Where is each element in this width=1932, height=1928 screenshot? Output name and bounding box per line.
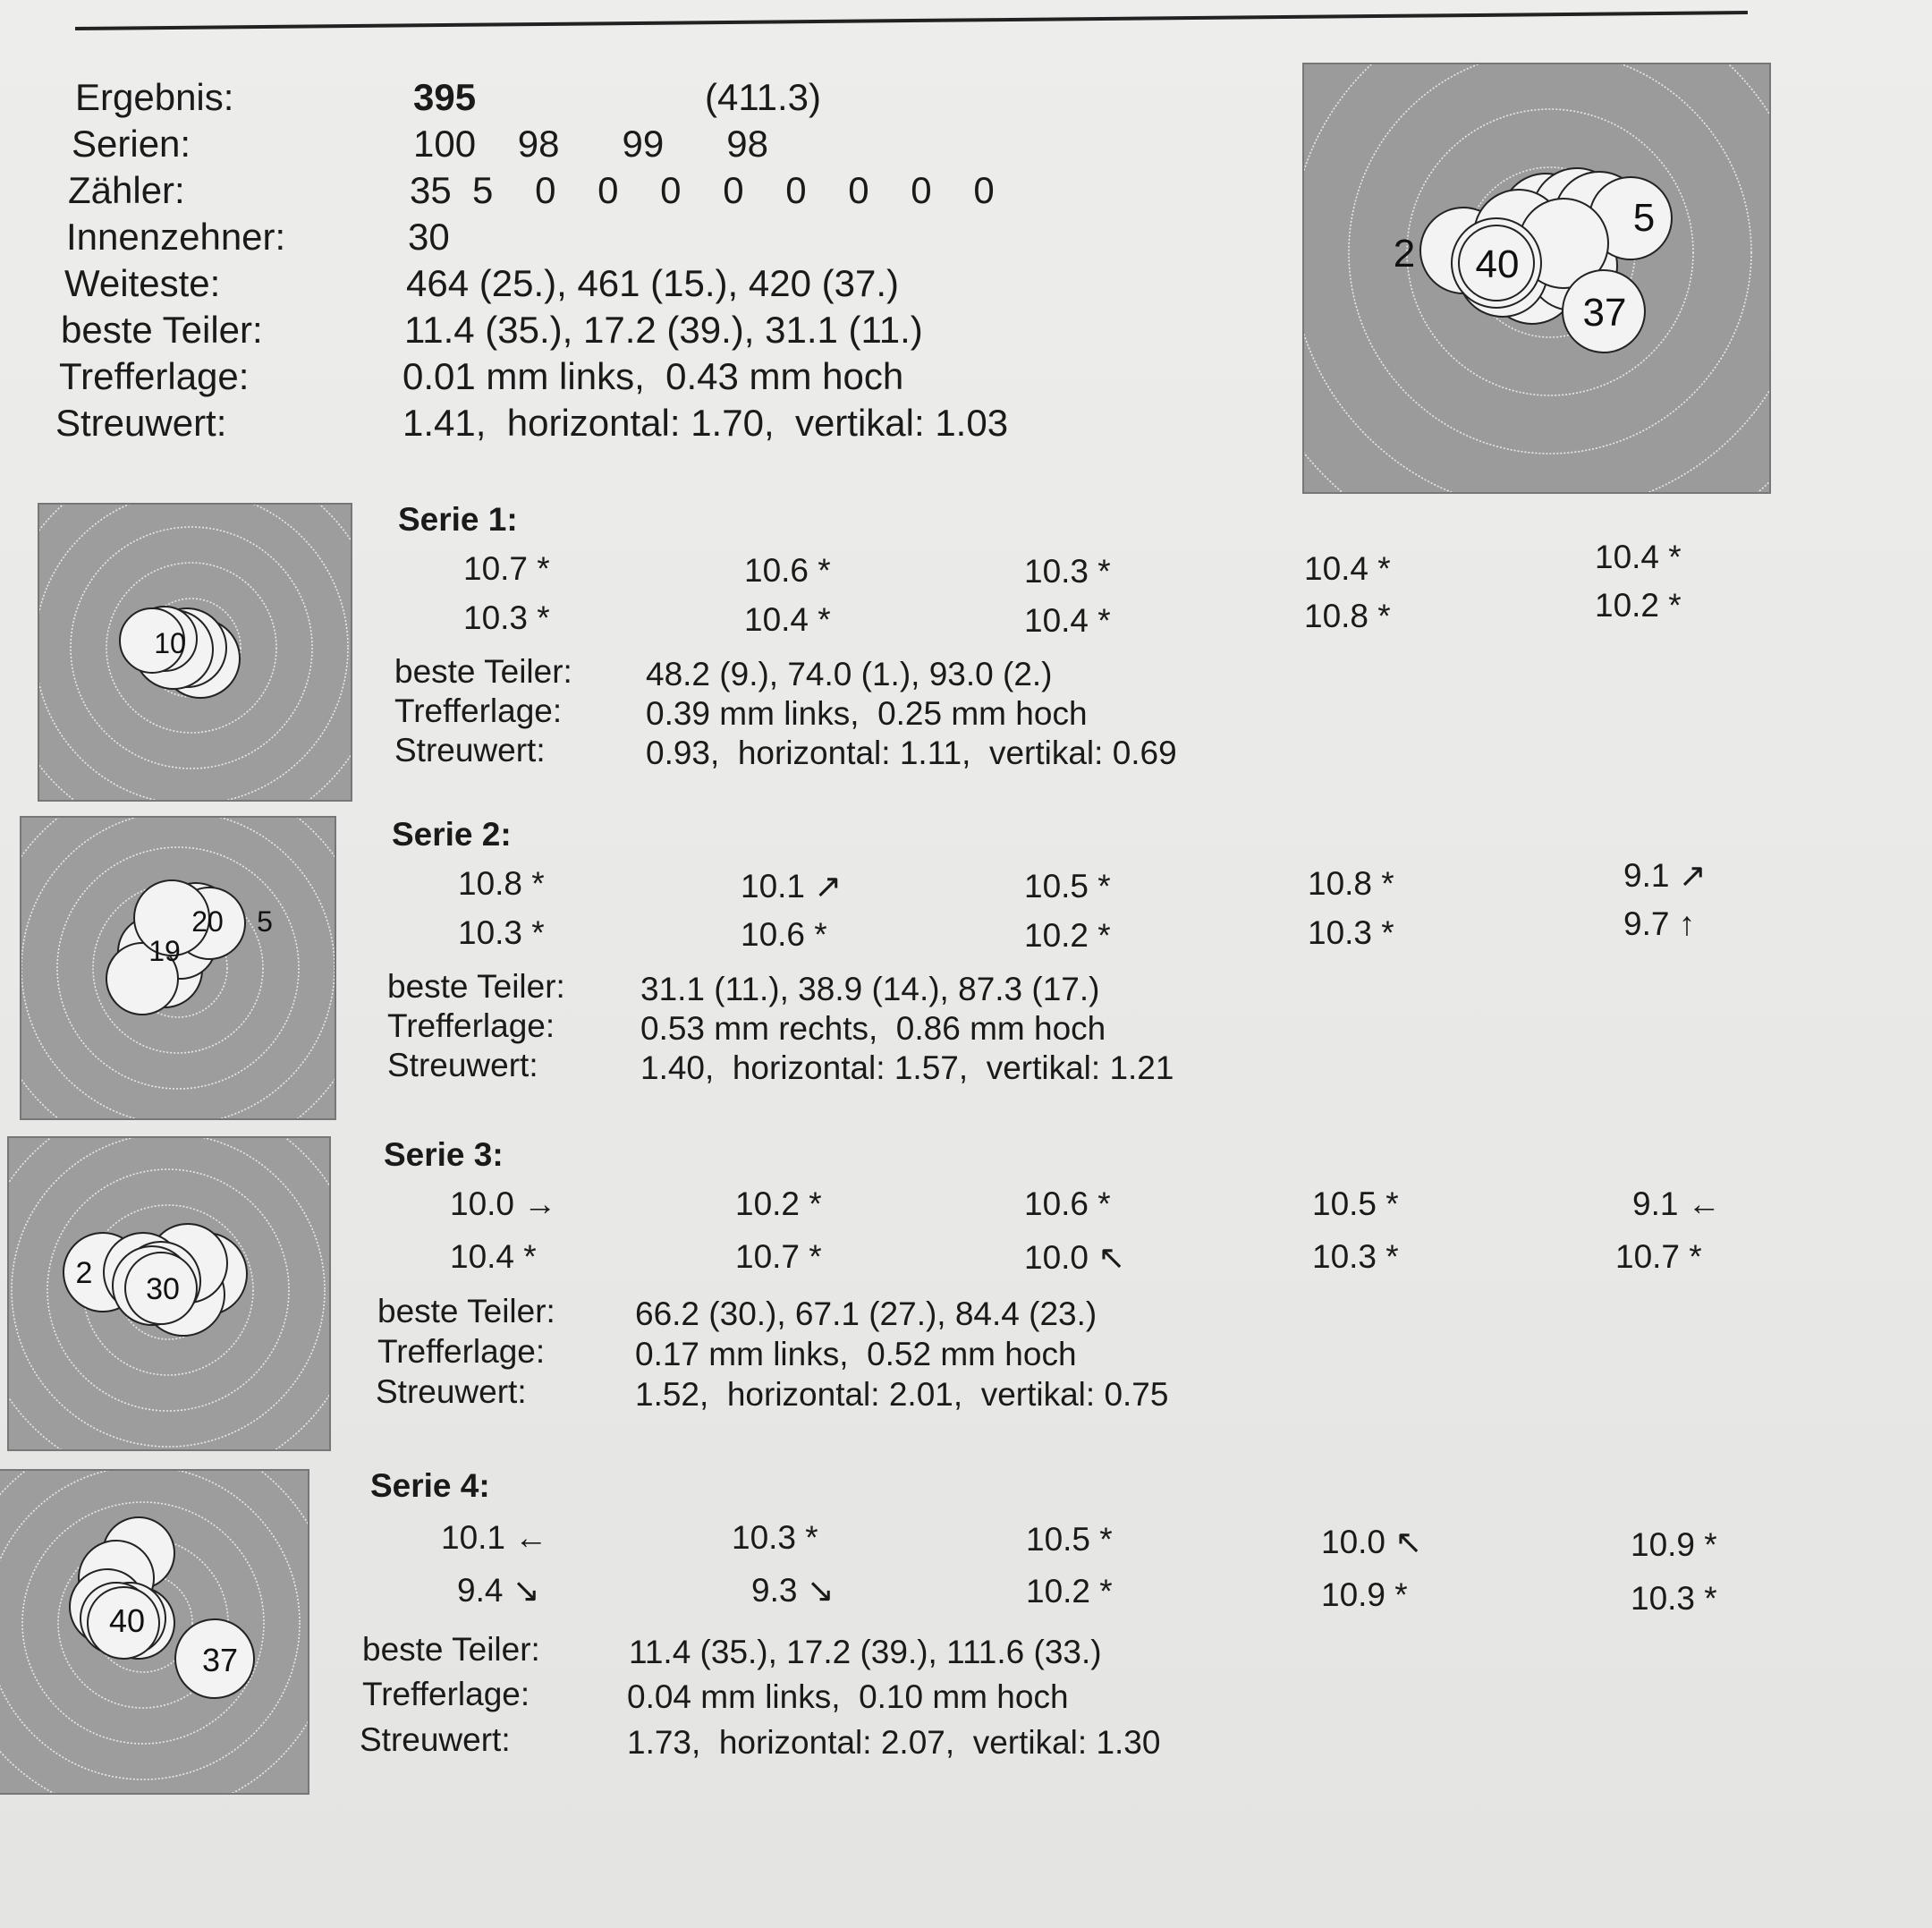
serie-1-streuwert-value: 0.93, horizontal: 1.11, vertikal: 0.69 bbox=[646, 735, 1177, 771]
serie-3-shot-3: 10.6 * bbox=[1024, 1185, 1111, 1222]
serie-3-shot-7: 10.7 * bbox=[735, 1238, 822, 1275]
serie-2-shot-5: 9.1 ↗ bbox=[1623, 857, 1707, 894]
streuwert-value: 1.41, horizontal: 1.70, vertikal: 1.03 bbox=[402, 402, 1009, 444]
serie-1-shot-8: 10.4 * bbox=[1024, 602, 1111, 639]
zaehler-label: Zähler: bbox=[68, 169, 185, 211]
serie-2-teiler-label: beste Teiler: bbox=[387, 968, 565, 1005]
serie-3-teiler-value: 66.2 (30.), 67.1 (27.), 84.4 (23.) bbox=[635, 1295, 1097, 1332]
summary-target-image bbox=[1302, 63, 1771, 494]
zaehler-value: 35 5 0 0 0 0 0 0 0 0 bbox=[410, 169, 995, 211]
serie-4-shot-8: 10.2 * bbox=[1026, 1573, 1113, 1609]
serie-2-shot-6: 10.3 * bbox=[458, 914, 545, 951]
serie-1-trefferlage-label: Trefferlage: bbox=[394, 692, 563, 729]
serie-4-target-label-2: 37 bbox=[201, 1642, 239, 1678]
trefferlage-label: Trefferlage: bbox=[59, 355, 250, 397]
serie-2-shot-1: 10.8 * bbox=[458, 865, 545, 902]
serie-3-target-label-1: 2 bbox=[75, 1256, 93, 1290]
serie-1-shot-9: 10.8 * bbox=[1304, 598, 1391, 634]
serie-1-shot-2: 10.6 * bbox=[744, 552, 831, 589]
serie-1-block bbox=[0, 501, 1932, 805]
serie-4-streuwert-value: 1.73, horizontal: 2.07, vertikal: 1.30 bbox=[627, 1724, 1161, 1761]
serie-2-streuwert-label: Streuwert: bbox=[387, 1047, 538, 1083]
serie-1-shot-10: 10.2 * bbox=[1595, 587, 1682, 624]
serie-1-shot-6: 10.3 * bbox=[463, 599, 550, 636]
teiler-row bbox=[54, 309, 1306, 355]
serie-2-streuwert-value: 1.40, horizontal: 1.57, vertikal: 1.21 bbox=[640, 1049, 1174, 1086]
serie-4-trefferlage-label: Trefferlage: bbox=[362, 1676, 530, 1712]
serie-3-shot-6: 10.4 * bbox=[450, 1238, 537, 1275]
serie-2-shot-10: 9.7 ↑ bbox=[1623, 905, 1696, 942]
summary-block bbox=[54, 76, 1306, 448]
serie-3-shot-9: 10.3 * bbox=[1312, 1238, 1399, 1275]
serie-3-shot-1: 10.0 → bbox=[450, 1185, 557, 1222]
serie-4-teiler-label: beste Teiler: bbox=[362, 1631, 540, 1668]
serie-3-block bbox=[0, 1136, 1932, 1440]
ergebnis-row bbox=[54, 76, 1306, 123]
serie-4-streuwert-label: Streuwert: bbox=[360, 1721, 511, 1758]
summary-target-svg bbox=[1304, 64, 1769, 492]
ergebnis-label: Ergebnis: bbox=[75, 76, 234, 118]
serie-3-shot-2: 10.2 * bbox=[735, 1185, 822, 1222]
serie-4-shot-5: 10.9 * bbox=[1631, 1526, 1717, 1563]
innenzehner-value: 30 bbox=[408, 216, 450, 258]
summary-target-label-3: 5 bbox=[1632, 196, 1656, 240]
serie-3-target-label-2: 30 bbox=[146, 1272, 180, 1306]
serie-1-target-label: 10 bbox=[154, 627, 186, 659]
streuwert-label: Streuwert: bbox=[55, 402, 227, 444]
ergebnis-value: 395 bbox=[413, 76, 477, 118]
summary-target-label-1: 2 bbox=[1393, 232, 1416, 276]
serie-3-shot-10: 10.7 * bbox=[1615, 1238, 1702, 1275]
serien-label: Serien: bbox=[72, 123, 191, 165]
serien-row bbox=[54, 123, 1306, 169]
serie-4-title: Serie 4: bbox=[370, 1467, 490, 1504]
top-rule bbox=[75, 11, 1748, 30]
serie-1-title: Serie 1: bbox=[398, 501, 518, 538]
weiteste-label: Weiteste: bbox=[64, 262, 221, 304]
serie-1-shot-5: 10.4 * bbox=[1595, 539, 1682, 575]
serie-4-trefferlage-value: 0.04 mm links, 0.10 mm hoch bbox=[627, 1678, 1069, 1715]
teiler-label: beste Teiler: bbox=[61, 309, 263, 351]
serie-2-block bbox=[0, 816, 1932, 1120]
trefferlage-row bbox=[54, 355, 1306, 402]
serie-4-block bbox=[0, 1467, 1932, 1789]
serie-2-trefferlage-label: Trefferlage: bbox=[387, 1007, 555, 1044]
serie-2-teiler-value: 31.1 (11.), 38.9 (14.), 87.3 (17.) bbox=[640, 971, 1100, 1007]
serie-1-teiler-value: 48.2 (9.), 74.0 (1.), 93.0 (2.) bbox=[646, 656, 1053, 692]
serie-3-trefferlage-label: Trefferlage: bbox=[377, 1333, 546, 1370]
innenzehner-row bbox=[54, 216, 1306, 262]
serie-4-shot-9: 10.9 * bbox=[1321, 1576, 1408, 1613]
serie-1-shot-1: 10.7 * bbox=[463, 550, 550, 587]
serie-1-streuwert-label: Streuwert: bbox=[394, 732, 546, 769]
weiteste-row bbox=[54, 262, 1306, 309]
serie-4-shot-2: 10.3 * bbox=[732, 1519, 818, 1556]
serie-3-shot-4: 10.5 * bbox=[1312, 1185, 1399, 1222]
streuwert-row bbox=[54, 402, 1306, 448]
serie-2-target-label-2: 20 bbox=[191, 905, 224, 938]
serie-2-shot-2: 10.1 ↗ bbox=[741, 868, 843, 905]
serie-2-target-label-1: 19 bbox=[148, 935, 181, 967]
serie-2-shot-4: 10.8 * bbox=[1308, 865, 1394, 902]
serie-4-shot-10: 10.3 * bbox=[1631, 1580, 1717, 1617]
serie-1-teiler-label: beste Teiler: bbox=[394, 653, 572, 690]
serie-4-shot-3: 10.5 * bbox=[1026, 1521, 1113, 1558]
serie-1-shot-3: 10.3 * bbox=[1024, 553, 1111, 590]
serie-4-shot-1: 10.1 ← bbox=[441, 1519, 548, 1556]
serie-2-trefferlage-value: 0.53 mm rechts, 0.86 mm hoch bbox=[640, 1010, 1106, 1047]
serie-2-shot-7: 10.6 * bbox=[741, 916, 827, 953]
serien-value: 100 98 99 98 bbox=[413, 123, 768, 165]
serie-1-shot-4: 10.4 * bbox=[1304, 550, 1391, 587]
serie-2-shot-8: 10.2 * bbox=[1024, 917, 1111, 954]
serie-2-title: Serie 2: bbox=[392, 816, 512, 853]
serie-4-target-label-1: 40 bbox=[108, 1602, 146, 1639]
serie-2-shot-3: 10.5 * bbox=[1024, 868, 1111, 905]
serie-2-target-label-3: 5 bbox=[257, 905, 273, 938]
teiler-value: 11.4 (35.), 17.2 (39.), 31.1 (11.) bbox=[404, 309, 923, 351]
serie-4-shot-6: 9.4 ↘ bbox=[457, 1572, 540, 1609]
summary-target-label-4: 37 bbox=[1582, 291, 1627, 335]
serie-3-trefferlage-value: 0.17 mm links, 0.52 mm hoch bbox=[635, 1336, 1077, 1372]
zaehler-row bbox=[54, 169, 1306, 216]
summary-target-label-2: 40 bbox=[1475, 242, 1520, 286]
serie-3-title: Serie 3: bbox=[384, 1136, 504, 1173]
serie-4-shot-7: 9.3 ↘ bbox=[751, 1572, 835, 1609]
serie-3-shot-8: 10.0 ↖ bbox=[1024, 1239, 1126, 1276]
serie-1-shot-7: 10.4 * bbox=[744, 601, 831, 638]
serie-3-shot-5: 9.1 ← bbox=[1632, 1185, 1721, 1222]
weiteste-value: 464 (25.), 461 (15.), 420 (37.) bbox=[406, 262, 899, 304]
serie-3-streuwert-value: 1.52, horizontal: 2.01, vertikal: 0.75 bbox=[635, 1376, 1169, 1413]
innenzehner-label: Innenzehner: bbox=[66, 216, 286, 258]
serie-1-trefferlage-value: 0.39 mm links, 0.25 mm hoch bbox=[646, 695, 1088, 732]
serie-3-teiler-label: beste Teiler: bbox=[377, 1293, 555, 1329]
ergebnis-extra: (411.3) bbox=[705, 76, 821, 118]
serie-4-shot-4: 10.0 ↖ bbox=[1321, 1524, 1423, 1560]
serie-4-teiler-value: 11.4 (35.), 17.2 (39.), 111.6 (33.) bbox=[629, 1634, 1102, 1670]
serie-3-streuwert-label: Streuwert: bbox=[376, 1373, 527, 1410]
serie-2-shot-9: 10.3 * bbox=[1308, 914, 1394, 951]
trefferlage-value: 0.01 mm links, 0.43 mm hoch bbox=[402, 355, 904, 397]
